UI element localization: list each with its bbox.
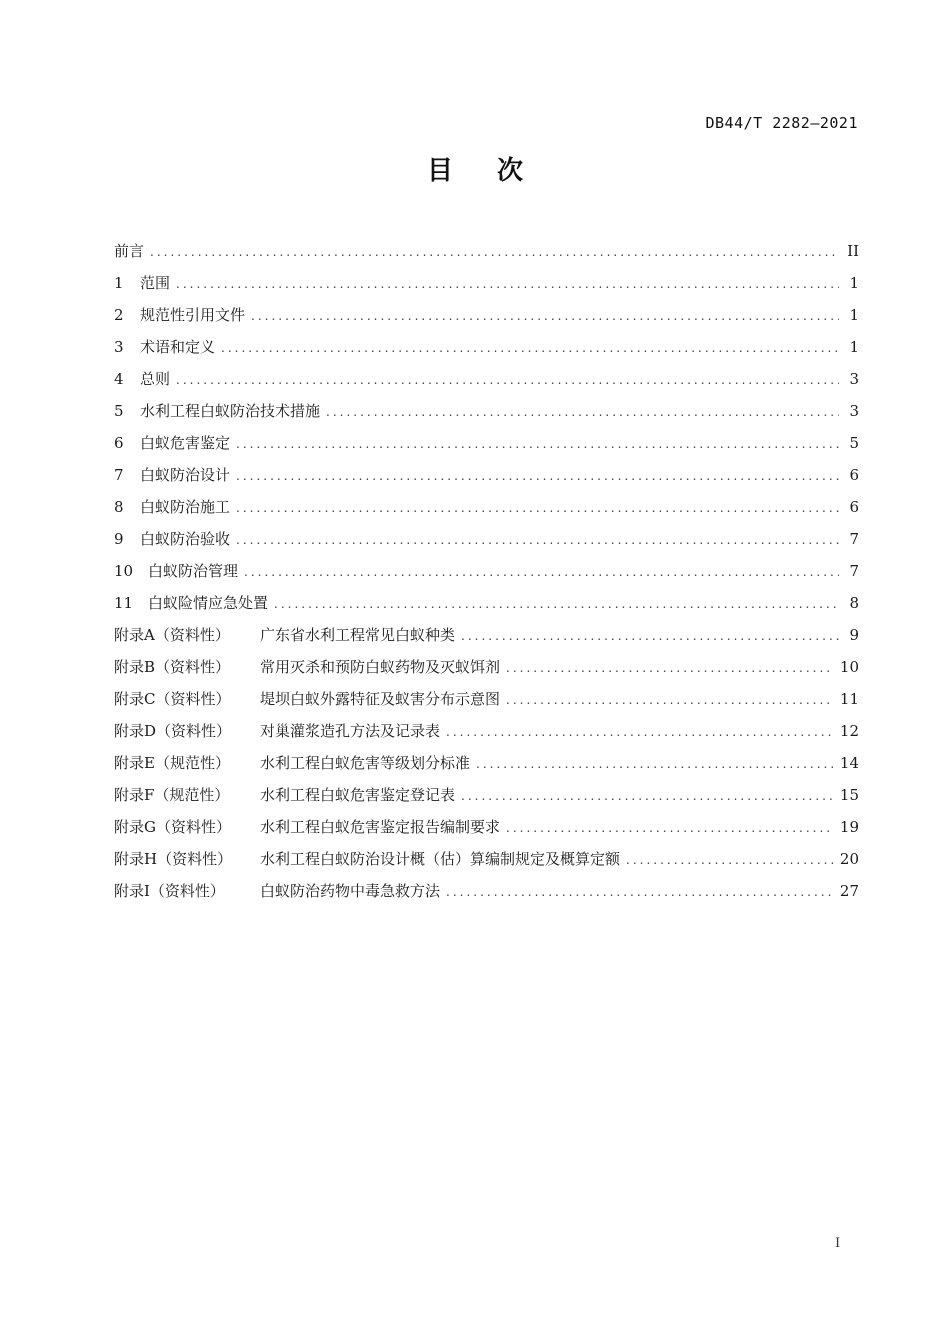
toc-entry-number: 附录F（规范性） xyxy=(114,786,230,804)
toc-entry-page: 12 xyxy=(839,722,859,740)
toc-leader-dots xyxy=(236,427,839,459)
toc-entry-label: 总则 xyxy=(140,370,171,388)
toc-entry-number: 附录H（资料性） xyxy=(114,850,233,868)
toc-entry-number: 附录C（资料性） xyxy=(114,690,231,708)
toc-entry-appendix-b[interactable] xyxy=(114,651,859,683)
toc-entry-9[interactable] xyxy=(114,523,859,555)
table-of-contents xyxy=(114,235,859,907)
toc-leader-dots xyxy=(506,811,834,843)
toc-entry-number: 附录G（资料性） xyxy=(114,818,231,836)
toc-entry-1[interactable] xyxy=(114,267,859,299)
toc-entry-page: 10 xyxy=(839,658,859,676)
toc-leader-dots xyxy=(221,331,839,363)
toc-leader-dots xyxy=(176,363,839,395)
toc-entry-number: 附录A（资料性） xyxy=(114,626,230,644)
toc-entry-2[interactable] xyxy=(114,299,859,331)
toc-leader-dots xyxy=(626,843,834,875)
toc-entry-label: 水利工程白蚁危害鉴定报告编制要求 xyxy=(260,818,501,836)
toc-entry-number: 9 xyxy=(114,530,124,548)
toc-entry-appendix-e[interactable] xyxy=(114,747,859,779)
toc-entry-page: 20 xyxy=(839,850,859,868)
toc-entry-foreword[interactable] xyxy=(114,235,859,267)
toc-leader-dots xyxy=(476,747,834,779)
toc-entry-number: 附录E（规范性） xyxy=(114,754,230,772)
toc-entry-label: 规范性引用文件 xyxy=(140,306,246,324)
toc-entry-label: 水利工程白蚁防治设计概（估）算编制规定及概算定额 xyxy=(260,850,621,868)
toc-leader-dots xyxy=(236,523,839,555)
toc-entry-number: 10 xyxy=(114,562,134,580)
toc-entry-number: 4 xyxy=(114,370,124,388)
toc-entry-label: 水利工程白蚁防治技术措施 xyxy=(140,402,321,420)
toc-entry-5[interactable] xyxy=(114,395,859,427)
toc-entry-label: 广东省水利工程常见白蚁种类 xyxy=(260,626,456,644)
toc-entry-number: 附录I（资料性） xyxy=(114,882,225,900)
toc-entry-page: 1 xyxy=(849,338,859,356)
toc-entry-label: 范围 xyxy=(140,274,171,292)
toc-entry-appendix-d[interactable] xyxy=(114,715,859,747)
toc-leader-dots xyxy=(236,459,839,491)
toc-entry-label: 常用灭杀和预防白蚁药物及灭蚁饵剂 xyxy=(260,658,501,676)
toc-entry-number: 11 xyxy=(114,594,134,612)
page-number: I xyxy=(835,1236,841,1251)
toc-entry-label: 堤坝白蚁外露特征及蚁害分布示意图 xyxy=(260,690,501,708)
toc-entry-appendix-i[interactable] xyxy=(114,875,859,907)
toc-entry-6[interactable] xyxy=(114,427,859,459)
toc-entry-number: 8 xyxy=(114,498,124,516)
toc-entry-page: 5 xyxy=(849,434,859,452)
toc-leader-dots xyxy=(236,491,839,523)
page-title: 目次 xyxy=(426,156,567,186)
toc-leader-dots xyxy=(150,235,839,267)
toc-entry-page: 11 xyxy=(839,690,859,708)
toc-entry-label: 前言 xyxy=(114,242,145,260)
toc-entry-7[interactable] xyxy=(114,459,859,491)
toc-entry-label: 白蚁防治设计 xyxy=(140,466,231,484)
toc-entry-page: 3 xyxy=(849,402,859,420)
toc-leader-dots xyxy=(506,651,834,683)
toc-leader-dots xyxy=(326,395,839,427)
toc-entry-page: 1 xyxy=(849,306,859,324)
toc-entry-appendix-f[interactable] xyxy=(114,779,859,811)
toc-entry-number: 3 xyxy=(114,338,124,356)
toc-entry-appendix-c[interactable] xyxy=(114,683,859,715)
toc-entry-number: 附录D（资料性） xyxy=(114,722,232,740)
toc-entry-page: 9 xyxy=(849,626,859,644)
toc-entry-label: 白蚁险情应急处置 xyxy=(148,594,269,612)
toc-entry-3[interactable] xyxy=(114,331,859,363)
toc-entry-page: 27 xyxy=(839,882,859,900)
toc-entry-number: 1 xyxy=(114,274,124,292)
toc-entry-page: 6 xyxy=(849,466,859,484)
toc-entry-label: 白蚁防治药物中毒急救方法 xyxy=(260,882,441,900)
toc-entry-appendix-h[interactable] xyxy=(114,843,859,875)
toc-leader-dots xyxy=(506,683,834,715)
toc-entry-label: 对巢灌浆造孔方法及记录表 xyxy=(260,722,441,740)
toc-entry-label: 白蚁防治验收 xyxy=(140,530,231,548)
toc-entry-number: 6 xyxy=(114,434,124,452)
toc-entry-page: 19 xyxy=(839,818,859,836)
toc-entry-number: 7 xyxy=(114,466,124,484)
toc-entry-number: 5 xyxy=(114,402,124,420)
toc-entry-number: 2 xyxy=(114,306,124,324)
toc-entry-label: 水利工程白蚁危害鉴定登记表 xyxy=(260,786,456,804)
toc-entry-10[interactable] xyxy=(114,555,859,587)
toc-entry-label: 白蚁危害鉴定 xyxy=(140,434,231,452)
toc-leader-dots xyxy=(461,619,839,651)
toc-leader-dots xyxy=(244,555,839,587)
toc-leader-dots xyxy=(461,779,834,811)
document-code: DB44/T 2282—2021 xyxy=(705,114,858,132)
toc-entry-page: 14 xyxy=(839,754,859,772)
toc-entry-8[interactable] xyxy=(114,491,859,523)
toc-entry-appendix-g[interactable] xyxy=(114,811,859,843)
toc-leader-dots xyxy=(446,715,834,747)
toc-entry-page: 7 xyxy=(849,530,859,548)
toc-entry-number: 附录B（资料性） xyxy=(114,658,231,676)
toc-entry-label: 水利工程白蚁危害等级划分标准 xyxy=(260,754,471,772)
toc-entry-page: 1 xyxy=(849,274,859,292)
toc-entry-page: 3 xyxy=(849,370,859,388)
toc-entry-label: 术语和定义 xyxy=(140,338,216,356)
toc-leader-dots xyxy=(251,299,839,331)
toc-entry-page: 15 xyxy=(839,786,859,804)
toc-entry-page: 7 xyxy=(849,562,859,580)
toc-leader-dots xyxy=(274,587,839,619)
toc-entry-page: 8 xyxy=(849,594,859,612)
toc-entry-label: 白蚁防治管理 xyxy=(148,562,239,580)
toc-entry-appendix-a[interactable] xyxy=(114,619,859,651)
toc-leader-dots xyxy=(176,267,839,299)
toc-entry-label: 白蚁防治施工 xyxy=(140,498,231,516)
toc-entry-page: II xyxy=(847,242,859,260)
toc-entry-4[interactable] xyxy=(114,363,859,395)
toc-leader-dots xyxy=(446,875,834,907)
toc-entry-11[interactable] xyxy=(114,587,859,619)
toc-entry-page: 6 xyxy=(849,498,859,516)
